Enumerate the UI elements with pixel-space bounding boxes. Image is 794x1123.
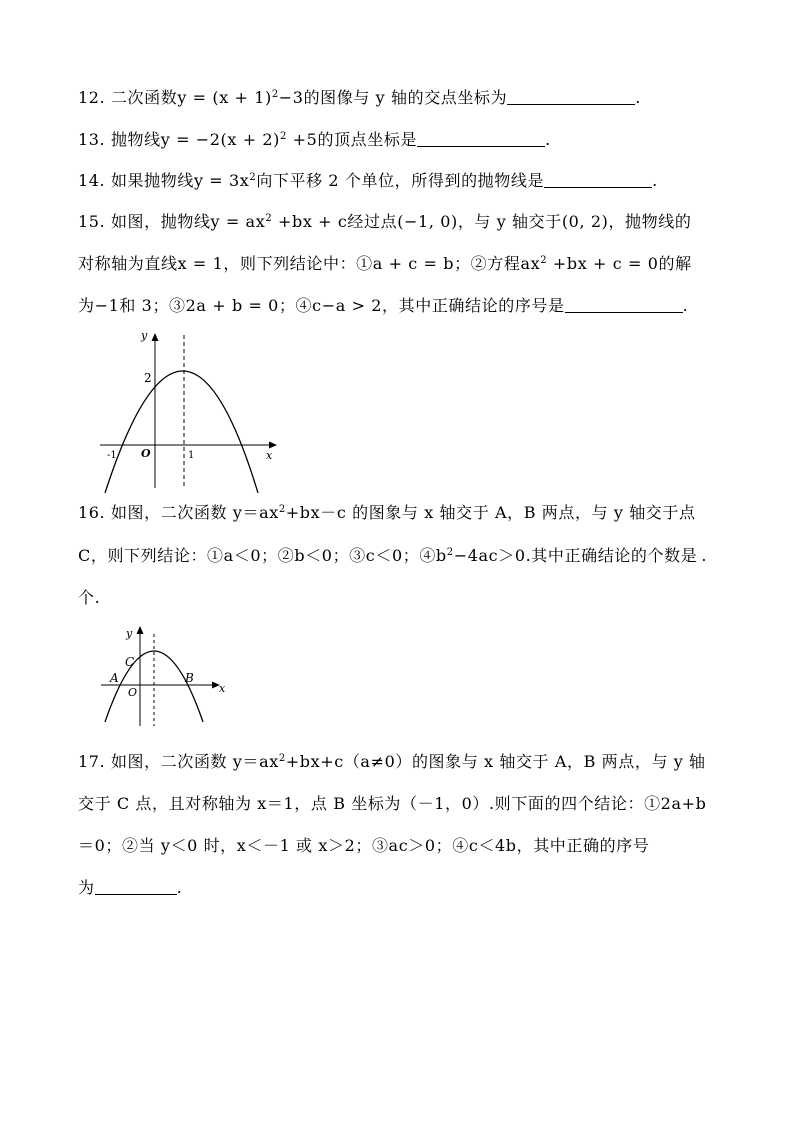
figure-1-parabola: [95, 325, 285, 493]
parabola-curve: [105, 651, 203, 722]
x-tick-label-positive: 1: [188, 450, 195, 461]
problem-15-line-3: [78, 296, 688, 316]
problem-text: 对称轴为直线x = 1，则下列结论中：①a + c = b；②方程ax: [78, 254, 541, 273]
problem-17-line-4: [78, 878, 182, 898]
problem-17-line-3: [78, 836, 649, 856]
y-axis-label: y: [126, 627, 133, 640]
exponent: 2: [540, 255, 548, 266]
period: .: [682, 296, 689, 315]
y-axis-arrow: [152, 333, 159, 341]
point-c-label: C: [125, 655, 135, 669]
problem-number: 16.: [78, 503, 106, 522]
y-tick-label: 2: [144, 371, 152, 385]
problem-text: −3的图像与 y 轴的交点坐标为: [278, 88, 508, 107]
problem-15-line-1: [78, 212, 691, 232]
period: .: [545, 130, 551, 149]
exponent: 2: [280, 131, 287, 142]
period: .: [701, 546, 707, 565]
problem-number: 15.: [78, 212, 106, 231]
problem-13: [78, 130, 551, 150]
problem-17-line-1: [78, 752, 706, 772]
problem-text: 如图，二次函数 y＝ax: [110, 752, 279, 771]
problem-number: 12.: [78, 88, 106, 107]
y-axis-label: y: [141, 329, 148, 342]
problem-14: [78, 171, 658, 191]
figure-2-parabola: [97, 622, 233, 730]
point-a-label: A: [110, 671, 119, 685]
period: .: [652, 171, 658, 190]
period: .: [635, 88, 641, 107]
answer-blank[interactable]: [565, 296, 683, 313]
problem-text: +5的顶点坐标是: [286, 130, 418, 149]
problem-text: 个.: [78, 588, 101, 607]
problem-text: 为−1和 3；③2a + b = 0；④c−a > 2，其中正确结论的序号是: [78, 296, 565, 315]
y-axis-arrow: [137, 626, 144, 634]
problem-number: 17.: [78, 752, 106, 771]
x-axis-arrow: [269, 442, 277, 449]
problem-text: +bx+c（a≠0）的图象与 x 轴交于 A，B 两点，与 y 轴: [285, 752, 706, 771]
problem-16-line-3: [78, 588, 100, 608]
problem-16-line-2: [78, 546, 707, 566]
problem-text: +bx + c经过点(−1, 0)，与 y 轴交于(0, 2)，抛物线的: [272, 212, 692, 231]
problem-text: −4ac＞0.其中正确结论的个数是: [453, 546, 698, 565]
x-tick-label-negative: -1: [107, 450, 117, 461]
x-axis-label: x: [219, 682, 226, 695]
answer-blank[interactable]: [417, 130, 545, 147]
exponent: 2: [271, 89, 279, 100]
problem-text: +bx + c = 0的解: [547, 254, 692, 273]
answer-blank[interactable]: [95, 878, 177, 895]
x-axis-label: x: [266, 449, 273, 462]
problem-number: 13.: [78, 130, 106, 149]
origin-label: O: [128, 686, 138, 699]
problem-text: 为: [78, 878, 95, 897]
exponent: 2: [446, 547, 454, 558]
problem-15-line-2: [78, 254, 692, 274]
problem-12: [78, 88, 641, 108]
parabola-curve: [105, 371, 258, 493]
exponent: 2: [265, 213, 273, 224]
problem-number: 14.: [78, 171, 106, 190]
problem-text: 如图，抛物线y = ax: [110, 212, 266, 231]
problem-text: ＝0；②当 y＜0 时，x＜－1 或 x＞2；③ac＞0；④c＜4b，其中正确的序号: [78, 836, 650, 855]
problem-text: C，则下列结论：①a＜0；②b＜0；③c＜0；④b: [78, 546, 447, 565]
answer-blank[interactable]: [544, 171, 652, 188]
problem-text: 二次函数y = (x + 1): [110, 88, 272, 107]
problem-text: +bx－c 的图象与 x 轴交于 A，B 两点，与 y 轴交于点: [285, 503, 696, 522]
problem-text: 如图，二次函数 y＝ax: [110, 503, 279, 522]
problem-text: 抛物线y = −2(x + 2): [110, 130, 281, 149]
problem-text: 向下平移 2 个单位，所得到的抛物线是: [256, 171, 545, 190]
origin-label: O: [141, 447, 151, 460]
answer-blank[interactable]: [507, 88, 635, 105]
problem-17-line-2: [78, 794, 706, 814]
exponent: 2: [249, 172, 257, 183]
problem-text: 如果抛物线y = 3x: [110, 171, 250, 190]
problem-16-line-1: [78, 503, 696, 523]
period: .: [176, 878, 183, 897]
point-b-label: B: [185, 671, 194, 685]
exponent: 2: [278, 753, 286, 764]
problem-text: 交于 C 点，且对称轴为 x＝1，点 B 坐标为（－1，0）.则下面的四个结论：①2a+b: [78, 794, 707, 813]
exponent: 2: [278, 504, 286, 515]
